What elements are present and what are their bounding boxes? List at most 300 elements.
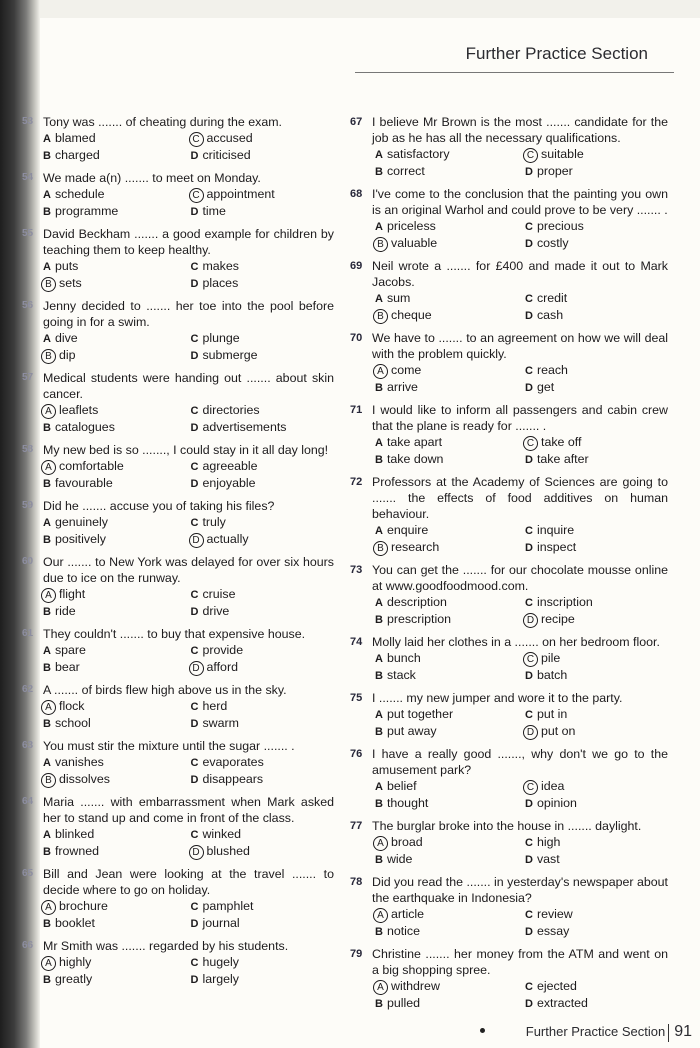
answer-option xyxy=(43,915,187,932)
option-text: sum xyxy=(386,291,411,305)
answer-option xyxy=(522,723,668,740)
question-number: 72 xyxy=(350,476,363,488)
option-text: frowned xyxy=(54,844,100,858)
answer-options xyxy=(43,330,334,364)
answer-option xyxy=(191,586,335,603)
answer-option xyxy=(372,778,518,795)
option-letter: B xyxy=(375,926,383,938)
answer-option xyxy=(372,923,518,940)
question-stem: I would like to inform all passengers and cabin crew that the plane is ready for ....... . xyxy=(372,403,668,433)
answer-option xyxy=(191,771,335,788)
answer-options xyxy=(43,586,334,620)
answer-options xyxy=(372,218,668,252)
question-item xyxy=(22,498,334,548)
circled-answer-letter: B xyxy=(41,773,56,788)
answer-option xyxy=(522,235,668,252)
option-text: research xyxy=(391,540,440,554)
circled-answer-letter: B xyxy=(373,237,388,252)
answer-option xyxy=(43,330,187,347)
option-text: put in xyxy=(536,707,568,721)
answer-option xyxy=(43,826,187,843)
option-text: costly xyxy=(536,236,569,250)
option-letter: D xyxy=(190,718,199,730)
circled-answer-letter: B xyxy=(41,277,56,292)
answer-option xyxy=(191,531,335,548)
option-text: school xyxy=(54,716,91,730)
question-number: 71 xyxy=(350,404,363,416)
option-letter: C xyxy=(525,221,533,233)
answer-option xyxy=(372,723,518,740)
circled-answer-letter: A xyxy=(373,908,388,923)
option-text: take after xyxy=(536,452,589,466)
question-number: 60 xyxy=(22,556,34,567)
question-stem: My new bed is so ......., I could stay in it all day long! xyxy=(43,443,329,457)
answer-option xyxy=(43,203,187,220)
answer-option xyxy=(372,906,518,923)
option-letter: C xyxy=(190,333,199,345)
answer-option xyxy=(522,379,668,396)
answer-options xyxy=(372,522,668,556)
option-text: enjoyable xyxy=(202,476,256,490)
option-letter: C xyxy=(190,461,199,473)
answer-option xyxy=(522,218,668,235)
question-item xyxy=(350,634,668,684)
option-letter: A xyxy=(375,781,383,793)
option-text: suitable xyxy=(541,147,584,161)
option-text: sets xyxy=(59,276,82,290)
circled-answer-letter: A xyxy=(373,364,388,379)
answer-option xyxy=(522,539,668,556)
answer-option xyxy=(191,971,335,988)
option-text: appointment xyxy=(206,187,275,201)
question-item xyxy=(350,330,668,396)
answer-option xyxy=(372,235,518,252)
option-text: spare xyxy=(54,643,86,657)
answer-option xyxy=(372,451,518,468)
answer-option xyxy=(43,186,187,203)
answer-option xyxy=(43,402,187,419)
option-text: recipe xyxy=(541,612,575,626)
option-text: broad xyxy=(391,835,423,849)
question-stem: I have a really good ......., why don't we go to the amusement park? xyxy=(372,747,668,777)
option-text: put away xyxy=(386,724,437,738)
answer-option xyxy=(372,834,518,851)
circled-answer-letter: C xyxy=(523,652,538,667)
option-text: belief xyxy=(386,779,417,793)
option-letter: D xyxy=(190,150,199,162)
option-text: evaporates xyxy=(202,755,264,769)
answer-option xyxy=(522,163,668,180)
answer-options xyxy=(43,954,334,988)
option-letter: B xyxy=(43,718,51,730)
circled-answer-letter: C xyxy=(189,188,204,203)
option-letter: A xyxy=(375,437,383,449)
answer-options xyxy=(372,650,668,684)
option-letter: B xyxy=(43,662,51,674)
question-item xyxy=(350,474,668,556)
option-letter: B xyxy=(43,918,51,930)
question-item xyxy=(350,690,668,740)
answer-option xyxy=(372,667,518,684)
answer-option xyxy=(43,586,187,603)
question-stem: Did he ....... accuse you of taking his files? xyxy=(43,499,275,513)
question-item xyxy=(350,746,668,812)
option-letter: A xyxy=(375,653,383,665)
question-item xyxy=(350,874,668,940)
option-letter: A xyxy=(375,149,383,161)
option-text: wide xyxy=(386,852,413,866)
circled-answer-letter: D xyxy=(189,845,204,860)
option-text: brochure xyxy=(59,899,108,913)
question-stem: I've come to the conclusion that the painting you own is an original Warhol and could prove to be very ....... . xyxy=(372,187,668,217)
answer-options xyxy=(372,834,668,868)
question-item xyxy=(22,682,334,732)
answer-option xyxy=(522,594,668,611)
answer-options xyxy=(43,698,334,732)
question-number: 73 xyxy=(350,564,363,576)
page-number: 91 xyxy=(674,1023,692,1041)
option-text: booklet xyxy=(54,916,95,930)
right-question-column xyxy=(350,114,668,1018)
answer-option xyxy=(372,362,518,379)
option-letter: D xyxy=(525,998,533,1010)
option-text: schedule xyxy=(54,187,105,201)
option-text: put on xyxy=(541,724,576,738)
circled-answer-letter: A xyxy=(41,404,56,419)
option-text: take down xyxy=(386,452,444,466)
option-text: extracted xyxy=(536,996,588,1010)
header-rule xyxy=(355,72,674,73)
footer-section-label: Further Practice Section xyxy=(525,1024,666,1040)
question-item xyxy=(350,402,668,468)
answer-option xyxy=(43,754,187,771)
question-item xyxy=(22,370,334,436)
option-text: agreeable xyxy=(202,459,258,473)
answer-option xyxy=(372,995,518,1012)
option-text: leaflets xyxy=(59,403,99,417)
answer-options xyxy=(372,146,668,180)
answer-option xyxy=(191,458,335,475)
option-letter: B xyxy=(43,150,51,162)
option-letter: A xyxy=(375,525,383,537)
question-stem: Maria ....... with embarrassment when Mark asked her to stand up and come in front of the class. xyxy=(43,795,334,825)
option-text: puts xyxy=(54,259,79,273)
option-text: journal xyxy=(202,916,240,930)
option-text: blinked xyxy=(54,827,95,841)
question-stem: You can get the ....... for our chocolate mousse online at www.goodfoodmood.com. xyxy=(372,563,668,593)
option-letter: B xyxy=(43,606,51,618)
option-text: idea xyxy=(541,779,565,793)
option-text: notice xyxy=(386,924,421,938)
option-text: bunch xyxy=(386,651,421,665)
question-number: 77 xyxy=(350,820,363,832)
option-letter: C xyxy=(525,597,533,609)
option-text: truly xyxy=(202,515,226,529)
option-text: article xyxy=(391,907,425,921)
option-text: pamphlet xyxy=(202,899,254,913)
option-text: prescription xyxy=(386,612,451,626)
option-text: correct xyxy=(386,164,425,178)
option-text: get xyxy=(536,380,555,394)
question-item xyxy=(22,442,334,492)
question-stem: David Beckham ....... a good example for children by teaching them to keep healthy. xyxy=(43,227,334,257)
option-letter: B xyxy=(375,798,383,810)
answer-options xyxy=(43,514,334,548)
circled-answer-letter: C xyxy=(523,780,538,795)
option-letter: C xyxy=(190,261,199,273)
option-letter: C xyxy=(190,701,199,713)
question-item xyxy=(350,946,668,1012)
answer-options xyxy=(43,642,334,676)
answer-option xyxy=(191,954,335,971)
option-text: take apart xyxy=(386,435,443,449)
option-letter: C xyxy=(190,901,199,913)
option-text: dip xyxy=(59,348,76,362)
question-item xyxy=(22,866,334,932)
option-text: highly xyxy=(59,955,92,969)
option-text: description xyxy=(386,595,447,609)
answer-options xyxy=(43,258,334,292)
question-stem: Professors at the Academy of Sciences are going to ....... the effects of food additives on human behaviour. xyxy=(372,475,668,521)
option-text: criticised xyxy=(202,148,251,162)
option-text: thought xyxy=(386,796,429,810)
question-stem: We have to ....... to an agreement on how we will deal with the problem quickly. xyxy=(372,331,668,361)
question-stem: You must stir the mixture until the sugar ....... . xyxy=(43,739,295,753)
question-number: 75 xyxy=(350,692,363,704)
answer-option xyxy=(191,330,335,347)
answer-option xyxy=(43,659,187,676)
circled-answer-letter: C xyxy=(523,436,538,451)
answer-option xyxy=(372,795,518,812)
answer-option xyxy=(522,906,668,923)
option-letter: D xyxy=(525,670,533,682)
option-text: directories xyxy=(202,403,260,417)
option-text: herd xyxy=(202,699,228,713)
question-stem: Jenny decided to ....... her toe into the pool before going in for a swim. xyxy=(43,299,334,329)
option-letter: A xyxy=(43,645,51,657)
option-text: review xyxy=(536,907,573,921)
answer-option xyxy=(372,522,518,539)
option-text: favourable xyxy=(54,476,113,490)
circled-answer-letter: D xyxy=(189,661,204,676)
answer-option xyxy=(522,611,668,628)
option-text: dive xyxy=(54,331,78,345)
option-text: dissolves xyxy=(59,772,110,786)
question-item xyxy=(350,114,668,180)
option-letter: C xyxy=(525,293,533,305)
option-letter: C xyxy=(525,909,533,921)
answer-option xyxy=(191,402,335,419)
option-text: largely xyxy=(202,972,239,986)
answer-option xyxy=(522,650,668,667)
answer-option xyxy=(191,642,335,659)
option-text: provide xyxy=(202,643,244,657)
answer-option xyxy=(372,851,518,868)
answer-option xyxy=(43,475,187,492)
option-letter: A xyxy=(43,133,51,145)
question-stem: Medical students were handing out ....... about skin cancer. xyxy=(43,371,334,401)
question-item xyxy=(22,114,334,164)
page-footer xyxy=(526,1023,692,1042)
answer-options xyxy=(372,434,668,468)
option-letter: A xyxy=(43,517,51,529)
question-stem: They couldn't ....... to buy that expensive house. xyxy=(43,627,306,641)
answer-option xyxy=(43,419,187,436)
answer-options xyxy=(43,898,334,932)
option-text: advertisements xyxy=(202,420,287,434)
question-number: 58 xyxy=(22,444,34,455)
question-stem: Our ....... to New York was delayed for over six hours due to ice on the runway. xyxy=(43,555,334,585)
option-letter: B xyxy=(43,206,51,218)
option-text: swarm xyxy=(202,716,239,730)
answer-option xyxy=(372,611,518,628)
question-number: 53 xyxy=(22,116,34,127)
question-item xyxy=(22,626,334,676)
option-text: flight xyxy=(59,587,86,601)
question-number: 55 xyxy=(22,228,34,239)
option-letter: D xyxy=(190,774,199,786)
circled-answer-letter: B xyxy=(373,541,388,556)
option-letter: B xyxy=(375,166,383,178)
question-number: 54 xyxy=(22,172,34,183)
answer-option xyxy=(43,147,187,164)
option-text: makes xyxy=(202,259,239,273)
option-letter: C xyxy=(190,829,199,841)
option-letter: A xyxy=(43,261,51,273)
answer-option xyxy=(191,514,335,531)
option-letter: D xyxy=(190,918,199,930)
question-number: 63 xyxy=(22,740,34,751)
answer-option xyxy=(191,203,335,220)
option-text: high xyxy=(536,835,561,849)
circled-answer-letter: A xyxy=(41,588,56,603)
question-item xyxy=(22,938,334,988)
option-text: drive xyxy=(202,604,230,618)
option-text: programme xyxy=(54,204,119,218)
answer-option xyxy=(372,290,518,307)
option-letter: C xyxy=(525,525,533,537)
answer-options xyxy=(372,362,668,396)
question-stem: I believe Mr Brown is the most ....... candidate for the job as he has all the necessary qualifications. xyxy=(372,115,668,145)
question-stem: Did you read the ....... in yesterday's newspaper about the earthquake in Indonesia? xyxy=(372,875,668,905)
answer-option xyxy=(372,218,518,235)
option-text: proper xyxy=(536,164,573,178)
circled-answer-letter: A xyxy=(373,836,388,851)
option-letter: D xyxy=(525,382,533,394)
answer-option xyxy=(43,771,187,788)
option-text: precious xyxy=(536,219,584,233)
option-text: vanishes xyxy=(54,755,104,769)
option-letter: A xyxy=(375,597,383,609)
question-item xyxy=(22,298,334,364)
option-text: positively xyxy=(54,532,106,546)
answer-option xyxy=(191,603,335,620)
answer-option xyxy=(522,706,668,723)
option-text: put together xyxy=(386,707,454,721)
answer-option xyxy=(43,531,187,548)
circled-answer-letter: D xyxy=(523,613,538,628)
option-text: reach xyxy=(536,363,568,377)
answer-option xyxy=(191,915,335,932)
ink-dot xyxy=(480,1028,485,1033)
option-text: places xyxy=(202,276,239,290)
circled-answer-letter: B xyxy=(41,349,56,364)
option-letter: D xyxy=(190,350,199,362)
option-text: bear xyxy=(54,660,80,674)
option-text: disappears xyxy=(202,772,264,786)
answer-option xyxy=(522,795,668,812)
circled-answer-letter: C xyxy=(523,148,538,163)
question-number: 67 xyxy=(350,116,363,128)
option-text: come xyxy=(391,363,422,377)
answer-option xyxy=(522,851,668,868)
question-number: 62 xyxy=(22,684,34,695)
option-text: stack xyxy=(386,668,416,682)
answer-option xyxy=(522,995,668,1012)
circled-answer-letter: A xyxy=(41,700,56,715)
option-letter: B xyxy=(43,974,51,986)
circled-answer-letter: D xyxy=(189,533,204,548)
answer-option xyxy=(522,923,668,940)
answer-option xyxy=(372,146,518,163)
answer-option xyxy=(522,451,668,468)
answer-option xyxy=(43,715,187,732)
question-number: 68 xyxy=(350,188,363,200)
option-text: time xyxy=(202,204,226,218)
option-letter: A xyxy=(43,189,51,201)
section-header-title: Further Practice Section xyxy=(465,44,648,63)
option-letter: B xyxy=(375,670,383,682)
question-stem: Bill and Jean were looking at the travel ....... to decide where to go on holiday. xyxy=(43,867,334,897)
option-letter: B xyxy=(43,422,51,434)
option-text: hugely xyxy=(202,955,239,969)
answer-option xyxy=(43,130,187,147)
question-item xyxy=(350,818,668,868)
option-letter: C xyxy=(190,757,199,769)
answer-option xyxy=(191,698,335,715)
option-letter: D xyxy=(525,238,533,250)
answer-option xyxy=(522,834,668,851)
answer-options xyxy=(372,906,668,940)
option-letter: B xyxy=(375,614,383,626)
option-letter: B xyxy=(375,998,383,1010)
answer-option xyxy=(191,275,335,292)
option-letter: B xyxy=(43,478,51,490)
option-text: charged xyxy=(54,148,100,162)
answer-options xyxy=(43,826,334,860)
option-text: withdrew xyxy=(391,979,440,993)
option-letter: A xyxy=(43,757,51,769)
option-letter: C xyxy=(190,645,199,657)
answer-option xyxy=(191,843,335,860)
option-letter: D xyxy=(190,478,199,490)
answer-option xyxy=(372,163,518,180)
option-letter: C xyxy=(190,589,199,601)
answer-option xyxy=(372,650,518,667)
option-text: cheque xyxy=(391,308,432,322)
answer-option xyxy=(191,659,335,676)
option-letter: D xyxy=(525,854,533,866)
answer-option xyxy=(372,434,518,451)
option-letter: D xyxy=(190,206,199,218)
answer-option xyxy=(43,698,187,715)
option-letter: D xyxy=(190,606,199,618)
question-number: 70 xyxy=(350,332,363,344)
answer-option xyxy=(522,522,668,539)
option-text: cash xyxy=(536,308,564,322)
option-letter: C xyxy=(190,517,199,529)
answer-option xyxy=(522,146,668,163)
